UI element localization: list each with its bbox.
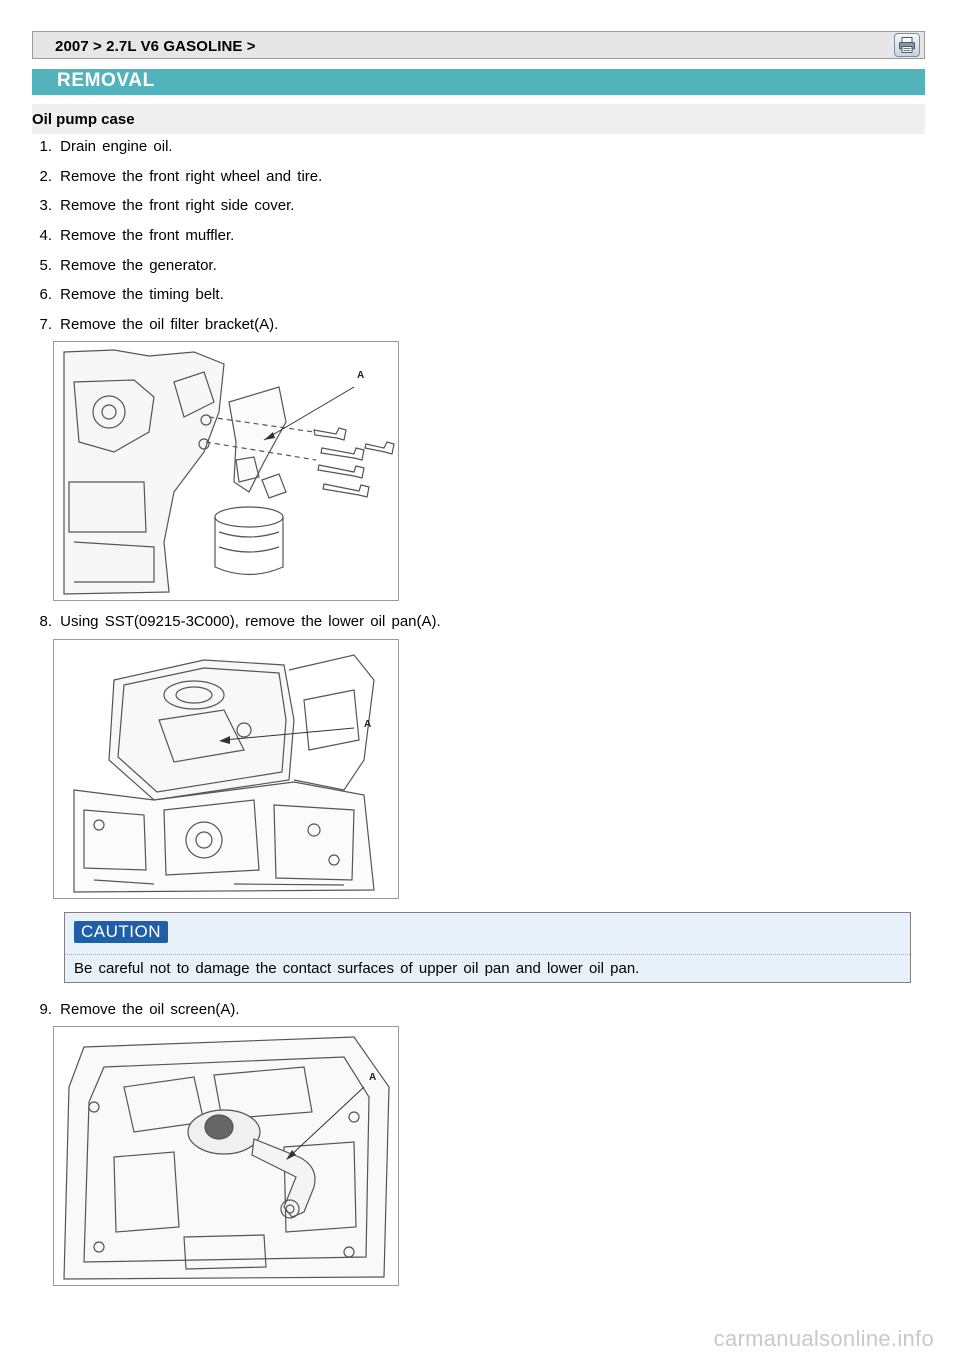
oil-screen-diagram	[54, 1027, 398, 1285]
print-button[interactable]	[894, 33, 920, 57]
step-item	[32, 138, 173, 155]
step-number: 8.	[39, 613, 52, 630]
step-number: 3.	[39, 197, 52, 214]
subsection-title: Oil pump case	[32, 111, 135, 128]
step-number: 4.	[39, 227, 52, 244]
lower-oil-pan-diagram	[54, 640, 398, 898]
oil-screen-figure	[53, 1026, 399, 1286]
step-number: 9.	[39, 1001, 52, 1018]
section-title: REMOVAL	[57, 70, 155, 91]
step-text: Drain engine oil.	[60, 138, 173, 155]
step-text: Remove the front right side cover.	[60, 197, 295, 214]
figure-label: A	[364, 719, 372, 730]
step-number: 1.	[39, 138, 52, 155]
step-number: 2.	[39, 168, 52, 185]
step-text: Remove the oil screen(A).	[60, 1001, 240, 1018]
step-item	[32, 227, 234, 244]
subsection-header	[32, 104, 925, 134]
step-text: Remove the front right wheel and tire.	[60, 168, 323, 185]
step-item	[32, 286, 224, 303]
caution-box	[64, 912, 911, 983]
step-text: Remove the timing belt.	[60, 286, 224, 303]
section-header	[32, 69, 925, 95]
caution-text: Be careful not to damage the contact surfaces of upper oil pan and lower oil pan.	[74, 960, 640, 977]
figure-label: A	[357, 370, 365, 381]
breadcrumb-bar	[32, 31, 925, 59]
step-number: 7.	[39, 316, 52, 333]
breadcrumb[interactable]: 2007 > 2.7L V6 GASOLINE >	[55, 38, 256, 55]
step-text: Remove the oil filter bracket(A).	[60, 316, 279, 333]
watermark: carmanualsonline.info	[713, 1326, 934, 1351]
step-item	[32, 1001, 240, 1018]
figure-label: A	[369, 1072, 377, 1083]
step-text: Remove the front muffler.	[60, 227, 235, 244]
step-item	[32, 257, 217, 274]
caution-divider	[65, 954, 910, 955]
printer-icon	[898, 36, 916, 54]
step-number: 5.	[39, 257, 52, 274]
step-text: Using SST(09215-3C000), remove the lower oil pan(A).	[60, 613, 441, 630]
step-number: 6.	[39, 286, 52, 303]
step-item	[32, 168, 322, 185]
lower-oil-pan-figure	[53, 639, 399, 899]
step-text: Remove the generator.	[60, 257, 217, 274]
step-item	[32, 316, 278, 333]
oil-filter-bracket-diagram	[54, 342, 398, 600]
step-item	[32, 613, 441, 630]
caution-badge: CAUTION	[74, 921, 168, 943]
step-item	[32, 197, 294, 214]
oil-filter-bracket-figure	[53, 341, 399, 601]
